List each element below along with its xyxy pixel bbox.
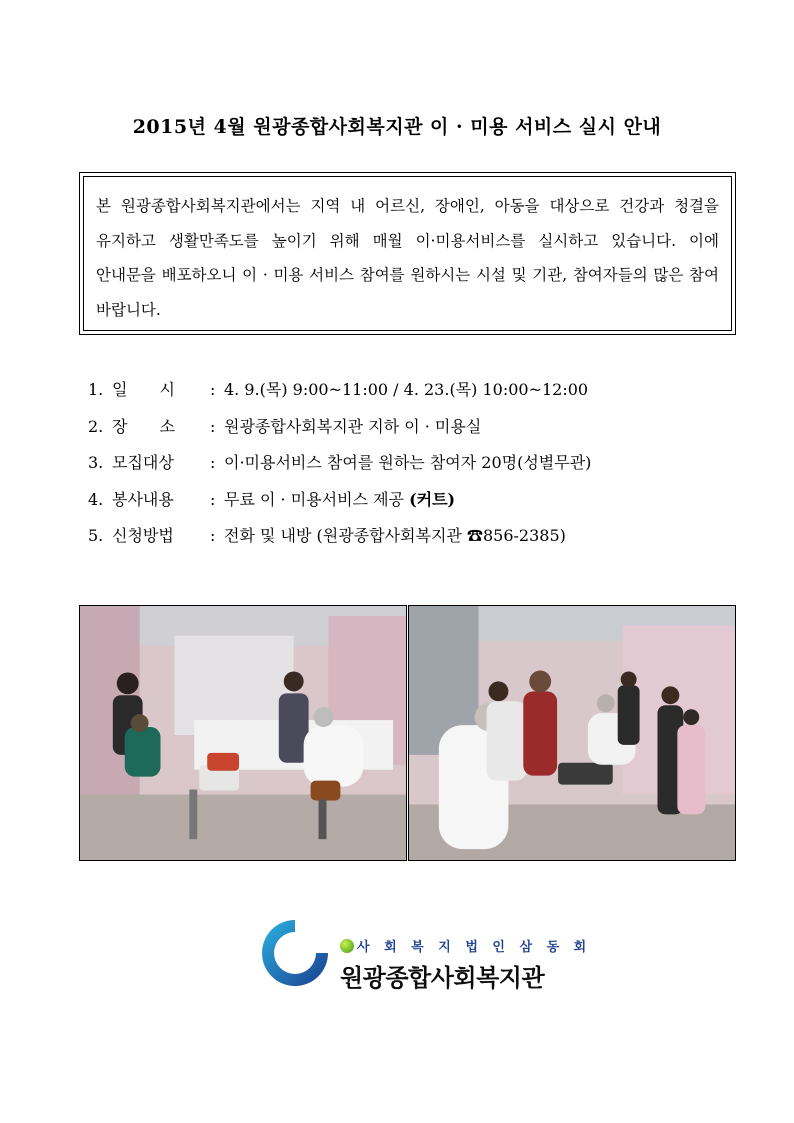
- haircut-room-photo: [79, 605, 407, 861]
- organization-name: 원광종합사회복지관: [340, 964, 545, 992]
- info-number: 3.: [88, 453, 104, 472]
- info-number: 2.: [88, 416, 104, 436]
- info-colon: :: [210, 416, 216, 436]
- info-label: 봉사내용: [112, 489, 174, 509]
- info-value: 전화 및 내방 (원광종합사회복지관 ☎856-2385): [224, 526, 566, 545]
- info-value-bold: (커트): [409, 489, 456, 509]
- foundation-name: [340, 936, 591, 955]
- info-label: 신청방법: [112, 526, 174, 545]
- info-colon: :: [210, 453, 216, 472]
- notice-text: 본 원광종합사회복지관에서는 지역 내 어르신, 장애인, 아동을 대상으로 건강과 청결을 유지하고 생활만족도를 높이기 위해 매월 이·미용서비스를 실시하고 있습니다. 이에 안내문을 배포하오니 이 · 미용 서비스 참여를 원하시는 시설 및 기관, 참여자들의 많은 참여 바랍니다.: [83, 176, 732, 331]
- info-value: 이·미용서비스 참여를 원하는 참여자 20명(성별무관): [224, 453, 592, 472]
- photo-row: [79, 605, 736, 861]
- info-item-target: [88, 445, 728, 482]
- photo-illustration-left: [80, 606, 406, 860]
- info-colon: :: [210, 380, 216, 399]
- page-title: 2015년 4월 원광종합사회복지관 이 · 미용 서비스 실시 안내: [132, 116, 662, 138]
- info-label: 장 소: [112, 416, 175, 436]
- info-item-apply: [88, 518, 728, 555]
- info-item-content: [88, 482, 728, 519]
- info-colon: :: [210, 526, 216, 545]
- info-number: 5.: [88, 526, 104, 545]
- green-dot-icon: [340, 939, 354, 953]
- info-label: 모집대상: [112, 453, 174, 472]
- info-list: [88, 372, 728, 555]
- photo-illustration-right: [409, 606, 735, 860]
- info-item-date: [88, 372, 728, 409]
- info-item-place: [88, 409, 728, 446]
- info-number: 4.: [88, 489, 104, 509]
- info-value: 4. 9.(목) 9:00~11:00 / 4. 23.(목) 10:00~12:00: [224, 380, 589, 399]
- foundation-name-text: 사 회 복 지 법 인 삼 동 회: [357, 940, 592, 955]
- notice-box: [79, 172, 736, 335]
- info-number: 1.: [88, 380, 104, 399]
- haircut-service-photo: [408, 605, 736, 861]
- info-value: 무료 이 · 미용서비스 제공: [224, 489, 410, 509]
- info-value: 원광종합사회복지관 지하 이 · 미용실: [224, 416, 482, 436]
- welfare-center-emblem-icon: [258, 916, 332, 990]
- info-label: 일 시: [112, 380, 175, 399]
- organization-logo: [258, 912, 592, 1002]
- info-colon: :: [210, 489, 216, 509]
